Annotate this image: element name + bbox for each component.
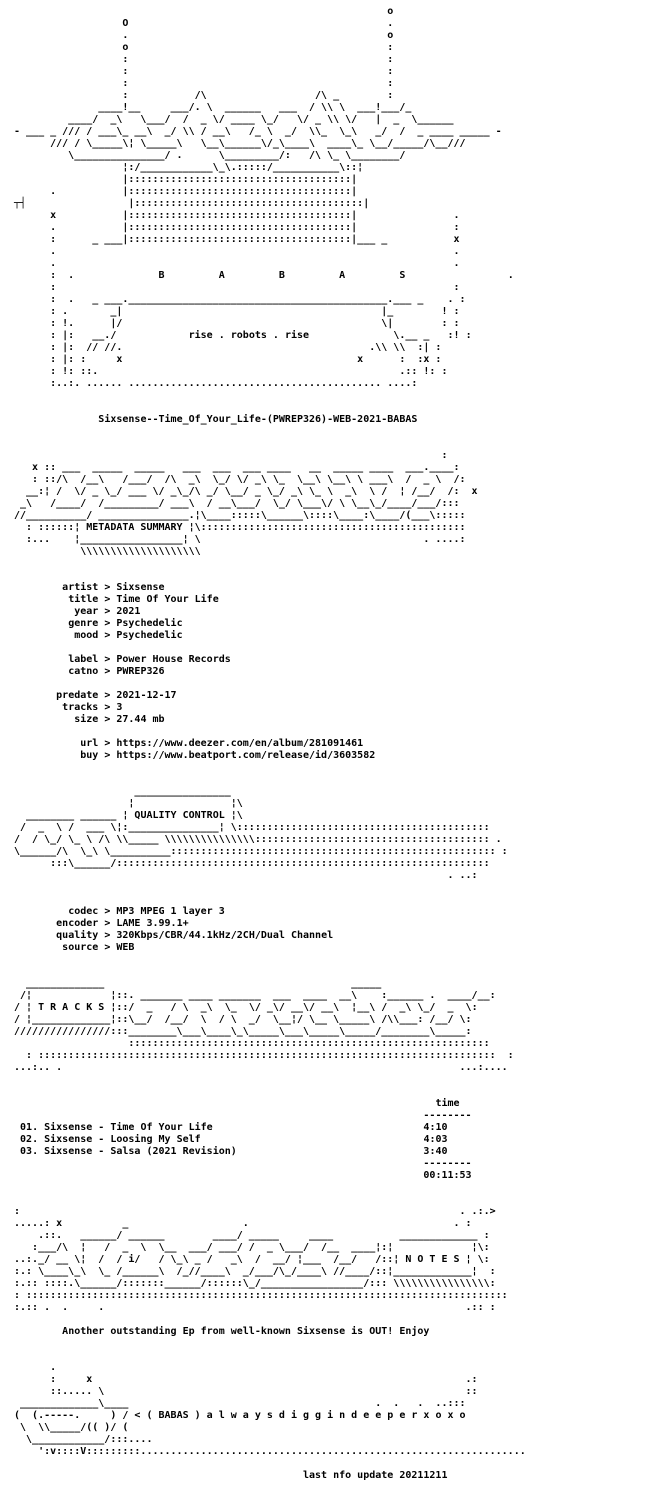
quality-row-encoder: encoder > LAME 3.99.1+	[56, 918, 189, 929]
ascii-art-line: _____________ _____	[14, 978, 490, 989]
ascii-art-line: . |:::::::::::::::::::::::::::::::::::::|	[14, 186, 358, 197]
spacer	[14, 1086, 648, 1098]
ascii-art-line: |:::::::::::::::::::::::::::::::::::::|	[14, 174, 358, 185]
quality-row-quality: quality > 320Kbps/CBR/44.1kHz/2CH/Dual Channel	[56, 930, 334, 941]
url-label: url	[80, 738, 99, 749]
ascii-art-line: / ¦_____________¦::\__/ /__/ \ / \ _/ \__¦/ \__ \_____\ /\\___: /__/ \:	[14, 1014, 472, 1025]
track-number: 02.	[20, 1134, 39, 1145]
track-time: 4:03	[423, 1134, 448, 1145]
ascii-art-line: x :: ___ _____ _____ ___ ___ ___ ____ __ _____ ____ ___.____:	[14, 462, 460, 473]
ascii-art-line: / _ \ / ___ \¦:_______________¦ \::::::::::::::::::::::::::::::::::::::::::	[14, 822, 490, 833]
ascii-art-line: :.: \____\_\ \_ /______\ /_//____\ _/___/\_/____\ //____/::¦_____________¦ :	[14, 1266, 496, 1277]
metadata-section-title: METADATA SUMMARY	[86, 522, 183, 533]
ascii-art-line: . |:::::::::::::::::::::::::::::::::::::| :	[14, 222, 460, 233]
spacer	[14, 774, 648, 786]
ascii-art-line: : ::::::::::::::::::::::::::::::::::::::::::::::::::::::::::::::::::::::::::::::::	[14, 1290, 508, 1301]
catno-label: catno	[68, 666, 99, 677]
ascii-art-line: :.:: . . . .:: :	[14, 1302, 496, 1313]
title-value: Time Of Your Life	[116, 594, 219, 605]
genre-label: genre	[68, 618, 99, 629]
ascii-art-line: . .	[14, 258, 460, 269]
ascii-art-line: / / \_/ \_ \ /\ \\_____ \\\\\\\\\\\\\\\::::::::::::::::::::::::::::::::::::::: .	[14, 834, 502, 845]
ascii-art-line: ::::::::::::::::::::::::::::::::::::::::::::::::::::::::::::	[14, 1038, 490, 1049]
track-name: Sixsense - Time Of Your Life	[44, 1122, 213, 1133]
ascii-art-line: :___/\ ¦ / _ \ \__ ___/ ___/ / _ \___/ /__ ____¦:¦ ¦\:	[14, 1242, 490, 1253]
quality-value: 320Kbps/CBR/44.1kHz/2CH/Dual Channel	[116, 930, 334, 941]
quality-section-title: QUALITY CONTROL	[134, 810, 225, 821]
track-time: 3:40	[423, 1146, 448, 1157]
ascii-art-line: ::..... \ ::	[14, 1386, 478, 1397]
tracks-title-line: / ¦ T R A C K S ¦::/ _ / \ _\ \_ \/ _\/ __\/ __\ ¦__\ / _\ \_/ _ \:	[14, 1002, 478, 1013]
ascii-art-line: /¦ ¦::. _______ ____ _______ ___ ____ __\ :______ . ____/__:	[14, 990, 496, 1001]
ascii-art-line: : :	[14, 282, 460, 293]
signature-line: ( (.-----. ) / < ( BABAS ) a l w a y s d i g g i n d e e p e r x o x o	[14, 1410, 466, 1421]
ascii-art-line: ┬┤ |::::::::::::::::::::::::::::::::::::::|	[14, 198, 370, 209]
metadata-row-predate: predate > 2021-12-17	[56, 690, 177, 701]
ascii-art-line: __:¦ / \/ _ \_/ ___ \/ _\_/\ _/ \__/ _ \_/ _\ \_ \ _\ \ / ¦ /__/ /: x	[14, 486, 478, 497]
ascii-art-line: ':v::::V:::::::::................................................................	[14, 1446, 526, 1457]
mood-label: mood	[74, 630, 99, 641]
ascii-art-line: o :	[14, 42, 394, 53]
ascii-art-line: .....: x _ . . :	[14, 1218, 472, 1229]
ascii-art-line: o	[14, 6, 394, 17]
tracks-rule-bottom	[14, 1158, 648, 1170]
ascii-art-line: \____________/:::....	[14, 1434, 153, 1445]
notes-text-line	[14, 1326, 648, 1338]
table-row	[14, 1146, 648, 1158]
tagline-line: : |: __./ rise . robots . rise \.__ _ :! :	[14, 330, 472, 341]
label-value: Power House Records	[116, 654, 231, 665]
spacer	[14, 390, 648, 402]
spacer	[14, 894, 648, 906]
ascii-art-line: ...:.. . ...:....	[14, 1062, 508, 1073]
group-letters-line: : . B A B A S .	[14, 270, 514, 281]
ascii-art-line: _\ /____/ /_________/ ___\ / __\___/ \_/ \___\/ \ \__\_/____/___/:::	[14, 498, 460, 509]
release-name: Sixsense--Time_Of_Your_Life-(PWREP326)-WEB-2021-BABAS	[98, 414, 418, 425]
spacer	[14, 570, 648, 582]
ascii-art-line: : |: : x x : :x :	[14, 354, 442, 365]
notes-section-title: N O T E S	[405, 1254, 460, 1265]
metadata-row-title: title > Time Of Your Life	[68, 594, 219, 605]
tracks-section-title: T R A C K S	[38, 1002, 105, 1013]
year-value: 2021	[116, 606, 141, 617]
table-row	[14, 1134, 648, 1146]
codec-label: codec	[68, 906, 99, 917]
quality-row-codec: codec > MP3 MPEG 1 layer 3	[68, 906, 225, 917]
ascii-art-line: \\\\\\\\\\\\\\\\\\\\	[14, 546, 201, 557]
spacer	[14, 438, 648, 450]
time-header: time	[435, 1098, 460, 1109]
last-update: last nfo update 20211211	[302, 1470, 448, 1481]
ascii-art-line: /// / \_____\¦ \_____\ \__\______\/_\____\ ____\_ \__/_____/\__///	[14, 138, 472, 149]
metadata-row-genre: genre > Psychedelic	[68, 618, 183, 629]
metadata-row-label: label > Power House Records	[68, 654, 231, 665]
quality-title-line: ________ ______ ¦ QUALITY CONTROL ¦\	[14, 810, 243, 821]
notes-title-line: ..:._/ __ \¦ / / i/ / \_\ _ / _\ / __/ ¦___ /__/ /::¦ N O T E S ¦ \:	[14, 1254, 490, 1265]
buy-label: buy	[80, 750, 99, 761]
ascii-art-line: _____________\____ . . . ..:::	[14, 1398, 466, 1409]
codec-value: MP3 MPEG 1 layer 3	[116, 906, 225, 917]
spacer	[14, 558, 648, 570]
spacer	[14, 1350, 648, 1362]
notes-text: Another outstanding Ep from well-known Sixsense is OUT! Enjoy	[62, 1326, 430, 1337]
track-number: 01.	[20, 1122, 39, 1133]
ascii-art-line: : :	[14, 54, 394, 65]
ascii-art-line: - ___ _ /// / ___\_ __\ _/ \\ / __\ /_ \ _/ \\_ \_\ _/ / _ ____ _____ -	[14, 126, 502, 137]
spacer	[14, 762, 648, 774]
predate-value: 2021-12-17	[116, 690, 177, 701]
metadata-row-year: year > 2021	[74, 606, 141, 617]
ascii-art-line: : :::::::::::::::::::::::::::::::::::::::::::::::::::::::::::::::::::::::::::: :	[14, 1050, 514, 1061]
signature: < ( BABAS ) a l w a y s d i g g i n d e e p e r x o x o	[134, 1410, 466, 1421]
spacer	[14, 1182, 648, 1194]
mood-value: Psychedelic	[116, 630, 183, 641]
table-row	[14, 1122, 648, 1134]
quality-label: quality	[56, 930, 99, 941]
ascii-art-line: : _ ___|:::::::::::::::::::::::::::::::::::::|___ _ x	[14, 234, 460, 245]
ascii-art-line: : :	[14, 66, 394, 77]
artist-label: artist	[62, 582, 99, 593]
ascii-art-line: . .	[14, 246, 460, 257]
label-label: label	[68, 654, 99, 665]
ascii-art-line: ____/ _\ \___/ / _ \/ ____ \_/ \/ _ \\ \/ | _ \______	[14, 114, 454, 125]
ascii-art-line: : !. |/ \| : :	[14, 318, 460, 329]
ascii-art-line: : x .:	[14, 1374, 478, 1385]
ascii-art-line: : :	[14, 78, 394, 89]
spacer	[14, 966, 648, 978]
ascii-art-line: ____!__ ___/. \ ______ ___ / \\ \ ___!___/_	[14, 102, 412, 113]
metadata-row-url: url > https://www.deezer.com/en/album/281091461	[80, 738, 364, 749]
ascii-art-line: . o	[14, 30, 394, 41]
title-label: title	[68, 594, 99, 605]
track-time: 4:10	[423, 1122, 448, 1133]
metadata-row-artist: artist > Sixsense	[62, 582, 165, 593]
tracks-rule-top	[14, 1110, 648, 1122]
spacer	[14, 1314, 648, 1326]
spacer	[14, 1194, 648, 1206]
ascii-art-line: \______/\ \_\ \__________:::::::::::::::::::::::::::::::::::::::::::::::::::::: :	[14, 846, 508, 857]
spacer	[14, 954, 648, 966]
tracks-label: tracks	[62, 702, 99, 713]
ascii-art-line: : /\ /\ _ :	[14, 90, 394, 101]
spacer	[14, 426, 648, 438]
encoder-label: encoder	[56, 918, 99, 929]
tracks-value: 3	[116, 702, 123, 713]
ascii-art-line: \_______________/ . \_________/: /\ \_ \________/	[14, 150, 406, 161]
ascii-art-line: ________________	[14, 786, 237, 797]
update-line	[14, 1470, 648, 1482]
source-label: source	[62, 942, 99, 953]
group-letters: B A B A S	[158, 270, 406, 281]
metadata-row-size: size > 27.44 mb	[74, 714, 165, 725]
track-name: Sixsense - Salsa (2021 Revision)	[44, 1146, 237, 1157]
encoder-value: LAME 3.99.1+	[116, 918, 189, 929]
spacer	[14, 882, 648, 894]
ascii-art-line: : . _| |_ ! :	[14, 306, 460, 317]
metadata-row-tracks: tracks > 3	[62, 702, 123, 713]
spacer	[14, 1458, 648, 1470]
tracks-total-line	[14, 1170, 648, 1182]
ascii-art-line: x |:::::::::::::::::::::::::::::::::::::| .	[14, 210, 460, 221]
ascii-art-line: :	[14, 450, 448, 461]
ascii-art-line: O .	[14, 18, 394, 29]
ascii-art-line: : . .:.>	[14, 1206, 496, 1217]
ascii-art-line: : . _ ___.___________________________________________.___ _ . :	[14, 294, 466, 305]
ascii-art-line: : |: // //. .\\ \\ :| :	[14, 342, 442, 353]
size-label: size	[74, 714, 99, 725]
catno-value: PWREP326	[116, 666, 165, 677]
metadata-row-catno: catno > PWREP326	[68, 666, 165, 677]
rule-bottom: --------	[423, 1158, 472, 1169]
ascii-art-line: //__________/ _______________.¦\____:::::\______\::::\____:\____/(___\:::::	[14, 510, 466, 521]
ascii-art-line: ¦ ¦\	[14, 798, 243, 809]
tagline: rise . robots . rise	[188, 330, 310, 341]
rule-top: --------	[423, 1110, 472, 1121]
ascii-art-line: \ \\_____/(( )/ (	[14, 1422, 478, 1433]
url-value[interactable]: https://www.deezer.com/en/album/281091461	[116, 738, 364, 749]
ascii-art-line: .	[14, 1362, 57, 1373]
metadata-row-buy: buy > https://www.beatport.com/release/id/3603582	[80, 750, 376, 761]
ascii-art-line: :... ¦_________________¦ \ . ....:	[14, 534, 466, 545]
spacer	[14, 678, 648, 690]
source-value: WEB	[116, 942, 135, 953]
ascii-art-line: ////////////////:::________\___\____\_\_____\___\_____\_____/________\_____:	[14, 1026, 472, 1037]
size-value: 27.44 mb	[116, 714, 165, 725]
metadata-row-mood: mood > Psychedelic	[74, 630, 183, 641]
spacer	[14, 726, 648, 738]
ascii-art-line: .::. ______/ ______ ____/ _____ ____ _____________ :	[14, 1230, 490, 1241]
spacer	[14, 402, 648, 414]
ascii-art-line: :.:: ::::.\______/:::::::______/::::::\_/_________________/::: \\\\\\\\\\\\\\\\:	[14, 1278, 496, 1289]
buy-value[interactable]: https://www.beatport.com/release/id/3603582	[116, 750, 376, 761]
ascii-art-line: : ::/\ /__\ /___/ /\ _\ \_/ \/ _\ \_ \__\ \__\ \ ___\ / _ \ /:	[14, 474, 466, 485]
tracks-time-header-line	[14, 1098, 648, 1110]
spacer	[14, 1074, 648, 1086]
ascii-art-line: :..:. ...... .......................................... ....:	[14, 378, 418, 389]
artist-value: Sixsense	[116, 582, 165, 593]
track-name: Sixsense - Loosing My Self	[44, 1134, 201, 1145]
track-number: 03.	[20, 1146, 39, 1157]
quality-row-source: source > WEB	[62, 942, 135, 953]
genre-value: Psychedelic	[116, 618, 183, 629]
ascii-art-line: . ..:	[14, 870, 478, 881]
spacer	[14, 642, 648, 654]
metadata-title-line: : ::::::¦ METADATA SUMMARY ¦\::::::::::::::::::::::::::::::::::::::::::::	[14, 522, 466, 533]
total-time: 00:11:53	[423, 1170, 472, 1181]
ascii-art-line: :::\______/::::::::::::::::::::::::::::::::::::::::::::::::::::::::::::::	[14, 858, 490, 869]
ascii-art-line: ¦:/____________\_\.:::::/___________\::¦	[14, 162, 364, 173]
spacer	[14, 1338, 648, 1350]
ascii-art-line: : !: ::. .:: !: :	[14, 366, 448, 377]
release-name-line	[14, 414, 648, 426]
predate-label: predate	[56, 690, 99, 701]
year-label: year	[74, 606, 99, 617]
